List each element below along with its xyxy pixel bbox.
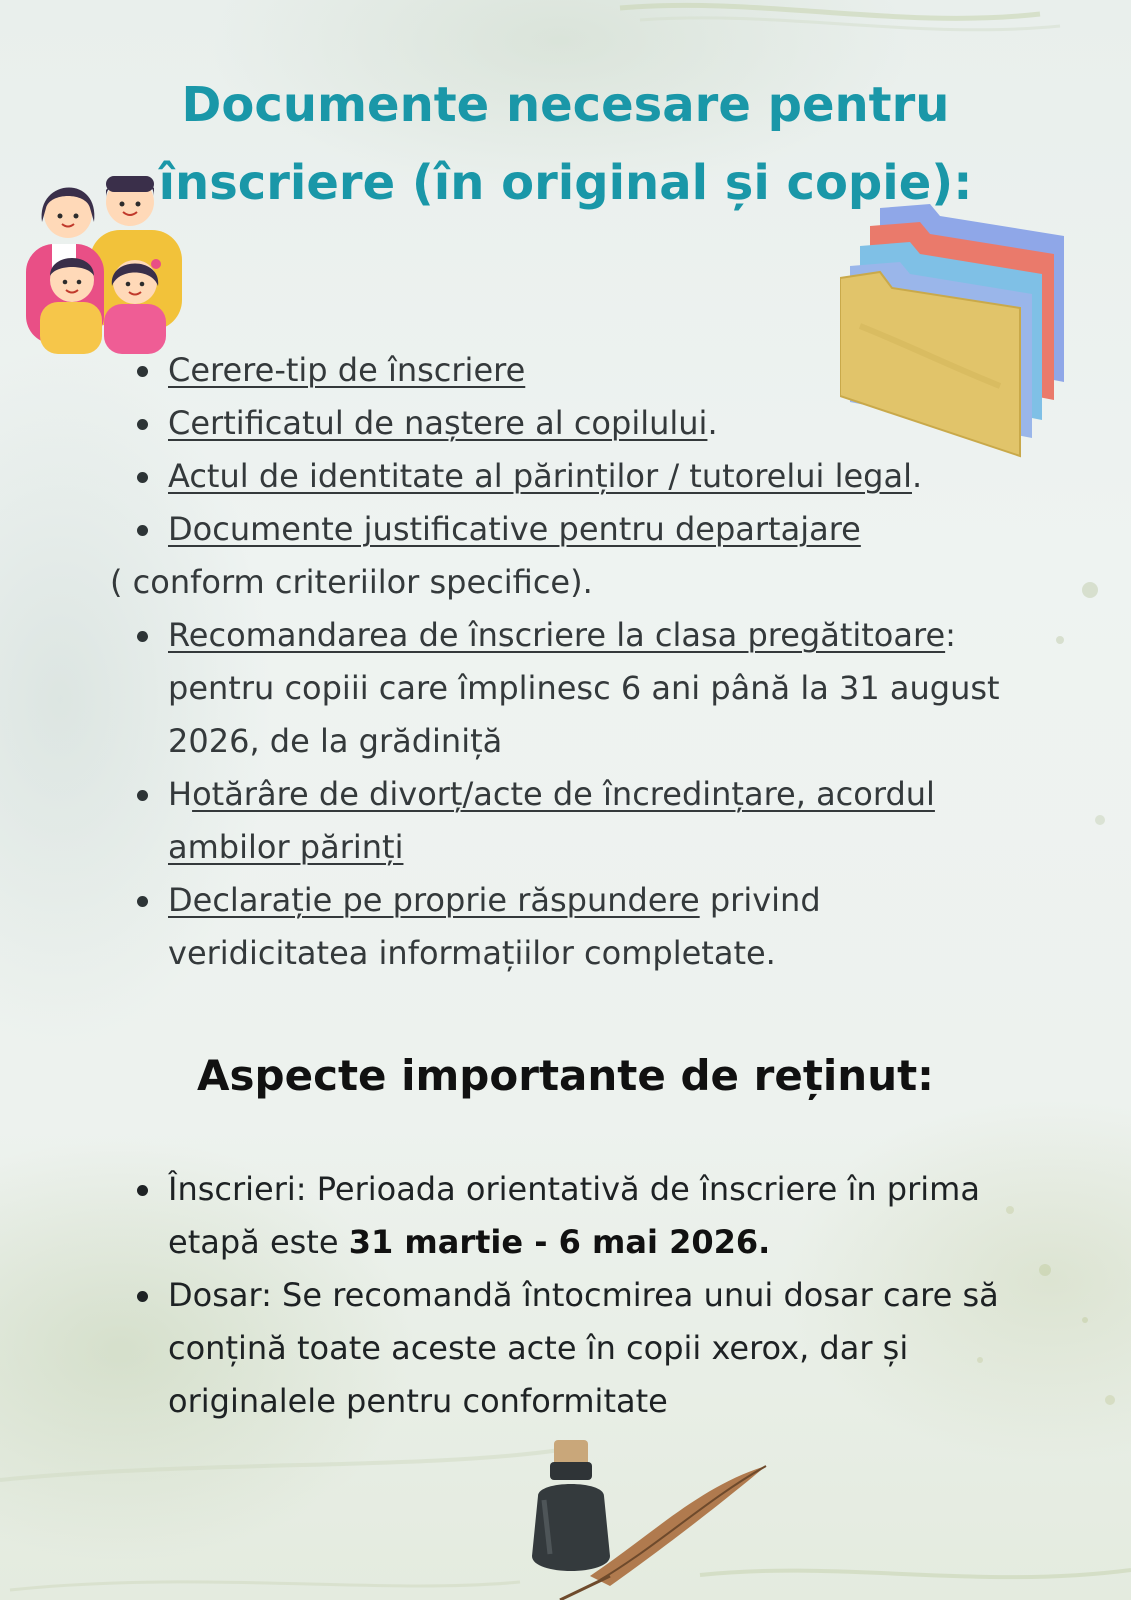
list-item-detail: : pentru copiii care împlinesc 6 ani până la 31 august 2026, de la grădiniță — [168, 616, 1000, 760]
enrollment-period-dates: 31 martie - 6 mai 2026. — [348, 1223, 771, 1261]
dossier-text: Dosar: Se recomandă întocmirea unui dosar care să conțină toate aceste acte în copii xerox, dar și originalele pentru conformitate — [168, 1276, 999, 1420]
list-item — [110, 768, 1010, 874]
document-link-certificat-nastere[interactable]: Certificatul de naștere al copilului — [168, 404, 708, 442]
list-item — [110, 874, 1010, 980]
list-item-initial: H — [168, 775, 193, 813]
list-item-suffix: . — [707, 404, 718, 442]
required-documents-list — [110, 344, 1010, 980]
list-item-detail: privind veridicitatea informațiilor completate. — [168, 881, 821, 972]
document-link-act-identitate[interactable]: Actul de identitate al părinților / tutorelui legal — [168, 457, 912, 495]
inkwell-quill-illustration — [530, 1426, 780, 1600]
enrollment-period-text: Înscrieri: Perioada orientativă de înscriere în prima etapă este — [168, 1170, 980, 1261]
list-item — [110, 1163, 1010, 1269]
document-link-declaratie[interactable]: Declarație pe proprie răspundere — [168, 881, 700, 919]
page-title-line-2: înscriere (în original și copie): — [158, 155, 973, 211]
list-item — [110, 503, 1010, 556]
list-item — [110, 450, 1010, 503]
document-link-hotarare-divort[interactable]: otărâre de divorț/acte de încredințare, acordul ambilor părinți — [168, 775, 935, 866]
page-title — [0, 66, 1131, 222]
list-item-suffix: . — [911, 457, 923, 495]
list-item — [110, 609, 1010, 768]
aspects-heading: Aspecte importante de reținut: — [197, 1051, 934, 1100]
important-aspects-list — [110, 1163, 1010, 1428]
document-link-departajare[interactable]: Documente justificative pentru departajare — [168, 510, 861, 548]
page-title-line-1: Documente necesare pentru — [181, 77, 950, 133]
list-item — [110, 397, 1010, 450]
document-link-recomandare[interactable]: Recomandarea de înscriere la clasa pregătitoare — [168, 616, 946, 654]
document-link-cerere-tip[interactable]: Cerere-tip de înscriere — [168, 351, 526, 389]
list-item — [110, 344, 1010, 397]
list-item — [110, 1269, 1010, 1428]
list-item-continuation: ( conform criteriilor specifice). — [110, 563, 593, 601]
